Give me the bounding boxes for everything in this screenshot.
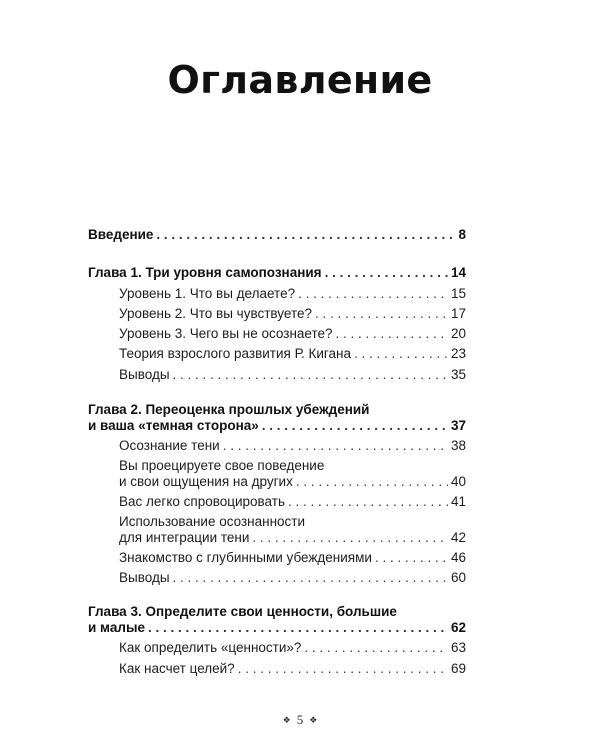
leader-dots <box>252 529 448 546</box>
leader-dots <box>173 366 448 383</box>
toc-item[interactable] <box>119 569 466 586</box>
toc-chapter-3-title-line1[interactable]: Глава 3. Определите свои ценности, большие <box>88 604 397 619</box>
toc-label: Теория взрослого развития Р. Кигана <box>119 346 352 361</box>
leader-dots <box>288 493 448 510</box>
toc-label: Знакомство с глубинными убеждениями <box>119 550 372 565</box>
toc-page-number: 40 <box>450 474 466 489</box>
toc-item[interactable] <box>119 285 466 302</box>
toc-chapter-1[interactable] <box>88 264 466 281</box>
toc-page-number: 46 <box>450 550 466 565</box>
leader-dots <box>336 325 448 342</box>
toc-label: и ваша «темная сторона» <box>88 418 259 433</box>
toc-item[interactable] <box>119 493 466 510</box>
toc-chapter-3[interactable] <box>88 619 466 636</box>
page-title: Оглавление <box>167 58 433 102</box>
leader-dots <box>298 285 448 302</box>
toc-item[interactable] <box>119 549 466 566</box>
toc-label: Как насчет целей? <box>119 661 235 676</box>
toc-item[interactable] <box>119 325 466 342</box>
toc-page-number: 8 <box>458 227 466 242</box>
leader-dots <box>296 473 448 490</box>
toc-page-number: 35 <box>450 367 466 382</box>
leader-dots <box>223 437 448 454</box>
toc-label: Уровень 1. Что вы делаете? <box>119 286 296 301</box>
toc-item[interactable] <box>119 529 466 546</box>
toc-page-number: 63 <box>450 640 466 655</box>
page-footer <box>0 712 600 728</box>
toc-page-number: 62 <box>450 620 466 635</box>
toc-label: Выводы <box>119 367 170 382</box>
toc-label: для интеграции тени <box>119 530 250 545</box>
toc-page-number: 23 <box>450 346 466 361</box>
ornament-right: ❖ <box>309 715 318 725</box>
toc-entry-intro[interactable] <box>88 226 466 243</box>
toc-label: Уровень 3. Чего вы не осознаете? <box>119 326 333 341</box>
leader-dots <box>304 639 448 656</box>
toc-chapter-2[interactable] <box>88 417 466 434</box>
leader-dots <box>156 226 455 243</box>
toc-page-number: 41 <box>450 494 466 509</box>
toc-label: Глава 1. Три уровня самопознания <box>88 265 322 280</box>
toc-chapter-2-title-line1[interactable]: Глава 2. Переоценка прошлых убеждений <box>88 402 370 417</box>
leader-dots <box>315 305 448 322</box>
toc-item[interactable] <box>119 639 466 656</box>
toc-label: Введение <box>88 227 154 242</box>
toc-page-number: 37 <box>450 418 466 433</box>
toc-label: и свои ощущения на других <box>119 474 293 489</box>
toc-label: Как определить «ценности»? <box>119 640 302 655</box>
toc-label: Вас легко спровоцировать <box>119 494 285 509</box>
leader-dots <box>238 660 448 677</box>
toc-label: Осознание тени <box>119 438 220 453</box>
toc-label: и малые <box>88 620 145 635</box>
toc-page-number: 42 <box>450 530 466 545</box>
toc-page-number: 69 <box>450 661 466 676</box>
toc-page-number: 60 <box>450 570 466 585</box>
leader-dots <box>354 345 448 362</box>
toc-item-line1[interactable]: Вы проецируете свое поведение <box>119 458 325 473</box>
leader-dots <box>148 619 448 636</box>
toc-item[interactable] <box>119 345 466 362</box>
leader-dots <box>173 569 448 586</box>
toc-label: Уровень 2. Что вы чувствуете? <box>119 306 312 321</box>
toc-item[interactable] <box>119 660 466 677</box>
leader-dots <box>325 264 448 281</box>
toc-item[interactable] <box>119 305 466 322</box>
toc-item[interactable] <box>119 437 466 454</box>
toc-page-number: 20 <box>450 326 466 341</box>
toc-page-number: 15 <box>450 286 466 301</box>
toc-label: Выводы <box>119 570 170 585</box>
toc-item-line1[interactable]: Использование осознанности <box>119 514 306 529</box>
toc-page-number: 17 <box>450 306 466 321</box>
toc-item[interactable] <box>119 366 466 383</box>
page-number: 5 <box>296 712 304 727</box>
ornament-left: ❖ <box>282 715 291 725</box>
toc-page-number: 14 <box>450 265 466 280</box>
leader-dots <box>262 417 448 434</box>
toc-page-number: 38 <box>450 438 466 453</box>
toc-item[interactable] <box>119 473 466 490</box>
leader-dots <box>375 549 448 566</box>
